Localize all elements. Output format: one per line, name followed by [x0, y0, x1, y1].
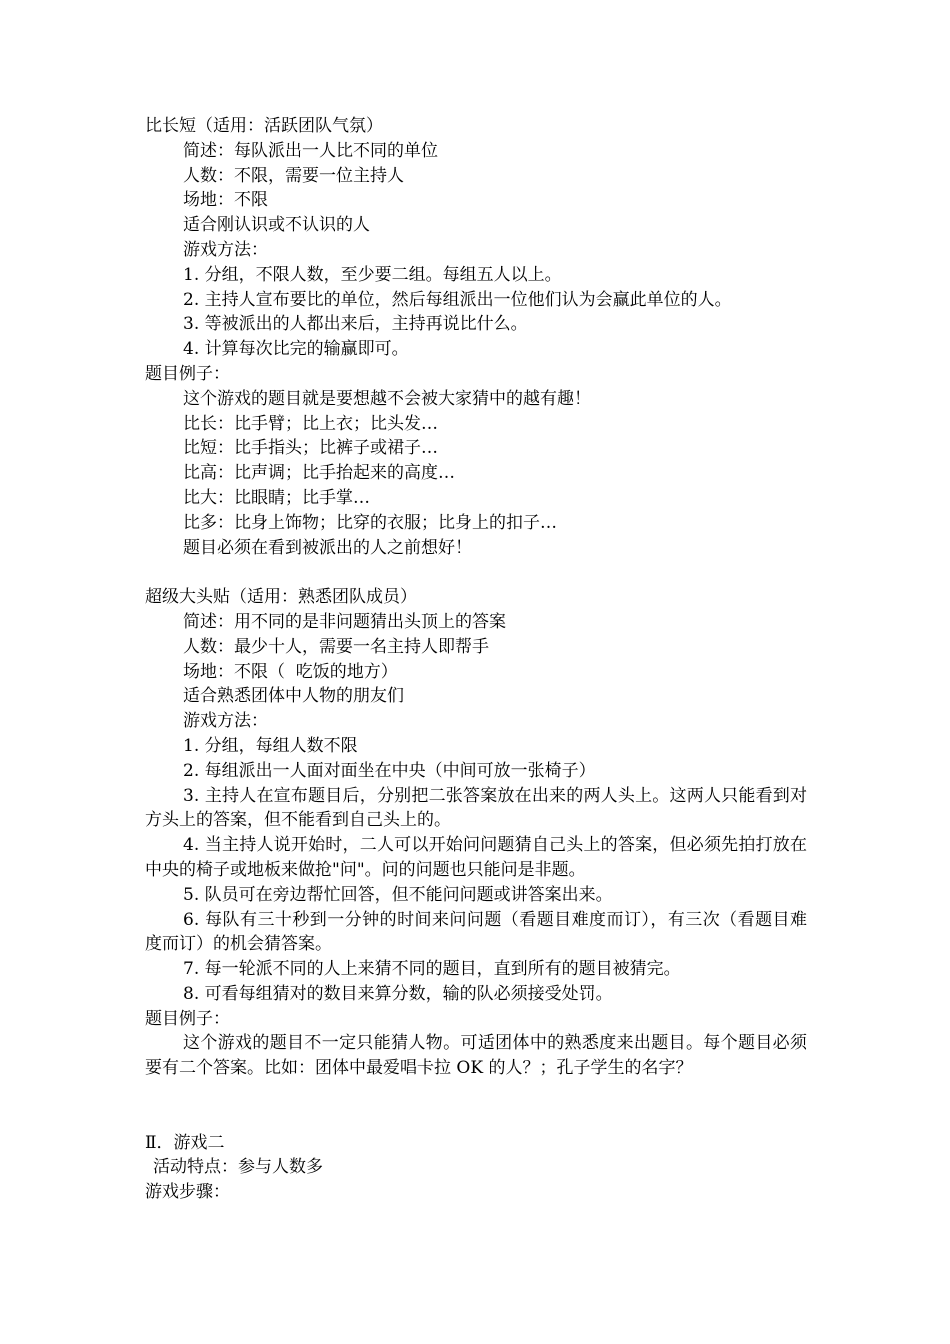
section2-step: 7. 每一轮派不同的人上来猜不同的题目，直到所有的题目被猜完。 — [183, 959, 681, 980]
section2-title: 超级大头贴（适用：熟悉团队成员） — [145, 587, 417, 608]
section1-step: 2. 主持人宣布要比的单位，然后每组派出一位他们认为会赢此单位的人。 — [183, 289, 732, 310]
section2-step: 8. 可看每组猜对的数目来算分数，输的队必须接受处罚。 — [183, 983, 613, 1004]
section1-step: 3. 等被派出的人都出来后，主持再说比什么。 — [183, 314, 528, 335]
section2-step: 2. 每组派出一人面对面坐在中央（中间可放一张椅子） — [183, 760, 596, 781]
section1-example: 这个游戏的题目就是要想越不会被大家猜中的越有趣！ — [183, 388, 591, 409]
section1-example: 比多：比身上饰物；比穿的衣服；比身上的扣子… — [183, 512, 557, 533]
section1-method-label: 游戏方法： — [183, 239, 268, 260]
section2-summary: 简述：用不同的是非问题猜出头顶上的答案 — [183, 611, 506, 632]
section1-step: 4. 计算每次比完的输赢即可。 — [183, 339, 409, 360]
section3-steps-label: 游戏步骤： — [145, 1182, 230, 1203]
section3-feature: 活动特点：参与人数多 — [153, 1157, 323, 1178]
section1-venue: 场地：不限 — [183, 190, 268, 211]
section1-summary: 简述：每队派出一人比不同的单位 — [183, 140, 438, 161]
section2-step: 6. 每队有三十秒到一分钟的时间来问问题（看题目难度而订），有三次（看题目难度而订）的机会猜答案。 — [145, 909, 807, 955]
blank-lines — [145, 1081, 807, 1131]
section2-examples-text: 这个游戏的题目不一定只能猜人物。可适团体中的熟悉度来出题目。每个题目必须要有二个答案。比如：团体中最爱唱卡拉 OK 的人？；孔子学生的名字？ — [145, 1033, 807, 1079]
section2-step: 5. 队员可在旁边帮忙回答，但不能问问题或讲答案出来。 — [183, 884, 613, 905]
blank-line — [145, 560, 807, 585]
section2-people: 人数：最少十人，需要一名主持人即帮手 — [183, 636, 489, 657]
section1-title: 比长短（适用：活跃团队气氛） — [145, 116, 383, 136]
section1-people: 人数：不限，需要一位主持人 — [183, 165, 404, 186]
section2-step: 3. 主持人在宣布题目后，分别把二张答案放在出来的两人头上。这两人只能看到对方头上的答案，但不能看到自己头上的。 — [145, 785, 807, 831]
section3-title: Ⅱ．游戏二 — [145, 1132, 225, 1153]
section2-method-label: 游戏方法： — [183, 711, 268, 732]
section1-step: 1. 分组，不限人数，至少要二组。每组五人以上。 — [183, 264, 562, 285]
section1-example: 比长：比手臂；比上衣；比头发… — [183, 413, 438, 434]
section2-venue: 场地：不限（ 吃饭的地方） — [183, 661, 398, 682]
section2-step: 1. 分组，每组人数不限 — [183, 735, 358, 756]
section1-example: 比高：比声调；比手抬起来的高度… — [183, 463, 455, 484]
section1-example: 题目必须在看到被派出的人之前想好！ — [183, 537, 472, 558]
section2-step: 4. 当主持人说开始时，二人可以开始问问题猜自己头上的答案，但必须先拍打放在中央的椅子或地板来做抢"问"。问的问题也只能问是非题。 — [145, 835, 807, 880]
section1-example: 比大：比眼睛；比手掌… — [183, 487, 370, 508]
section1-example: 比短：比手指头；比裤子或裙子… — [183, 438, 438, 459]
section2-suitable: 适合熟悉团体中人物的朋友们 — [183, 686, 404, 707]
section1-examples-label: 题目例子： — [145, 363, 230, 384]
section2-examples-label: 题目例子： — [145, 1008, 230, 1029]
section1-suitable: 适合刚认识或不认识的人 — [183, 215, 370, 236]
document-page — [145, 114, 807, 1205]
